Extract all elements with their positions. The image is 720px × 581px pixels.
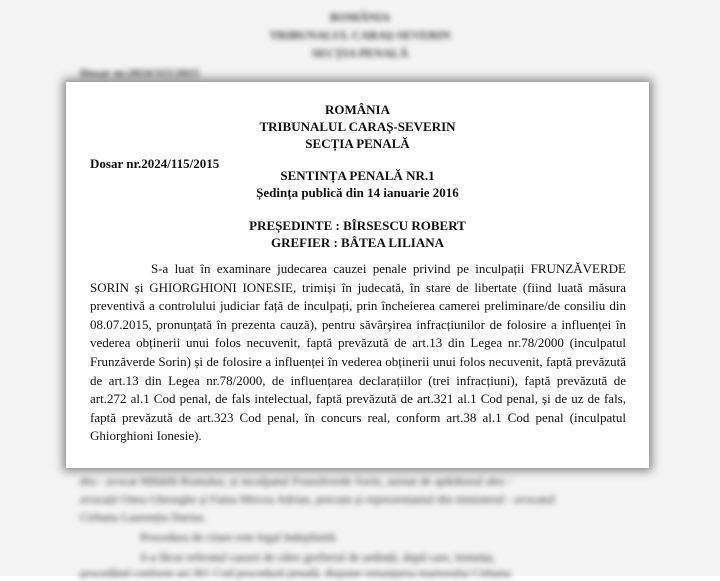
clerk-line: GREFIER : BÂTEA LILIANA [270,235,444,250]
bg-text-line: procedând conform art.361 Cod procedură penală, dispune renunțarea martorului Cirbanu [80,566,511,580]
bg-header-line: ROMÂNIA [330,10,390,24]
section-heading: SECȚIA PENALĂ [305,136,410,151]
bg-text-line: S-a făcut referatul cauzei de către grefierul de ședință, după care, instanța, [140,550,496,564]
sentence-title: SENTINȚA PENALĂ NR.1 [280,168,435,183]
president-line: PREȘEDINTE : BÎRSESCU ROBERT [249,218,466,233]
country-heading: ROMÂNIA [325,102,390,117]
session-date: Ședința publică din 14 ianuarie 2016 [256,185,459,200]
case-number: Dosar nr.2024/115/2015 [90,156,220,171]
bg-text-line: dru - avocat Mihăilă Romulus, și inculpatul Frunzăverde Sorin, asistat de apărătorul ales - [80,474,512,488]
bg-text-line: Procedura de citare este legal îndeplinită. [140,530,338,544]
bg-dosar: Dosar nr.2024/115/2015 [80,66,200,80]
bg-header-line: SECȚIA PENALĂ [311,46,409,60]
bg-text-line: avocații Onea Gheorghe și Faina Mircea Adrian, precum și reprezentantul din ministerul - avocatul [80,492,555,506]
case-paragraph: S-a luat în examinare judecarea cauzei penale privind pe inculpații FRUNZĂVERDE SORIN și GHIORGHIONI IONESIE, trimiși în judecată, în stare de libertate (fiind luată măsura preventivă a controlului judiciar față de inculpați, prin încheierea camerei preliminare/de consiliu din 08.07.2015, pronunțată în prezenta cauză), pentru săvârșirea infracțiunilor de folosire a influenței în vederea obținerii unui folos necuvenit, faptă prevăzută de art.13 din Legea nr.78/2000 (inculpatul Frunzăverde Sorin) și de folosire a influenței în vederea obținerii unui folos necuvenit, faptă prevăzută de art.13 din Legea nr.78/2000, de influențarea declarațiilor (trei infracțiuni), faptă prevăzută de art.272 al.1 Cod penal, de fals intelectual, faptă prevăzută de art.321 al.1 Cod penal, și de uz de fals, faptă prevăzută de art.323 Cod penal, în concurs real, conform art.38 al.1 Cod penal (inculpatul Ghiorghioni Ionesie). [90,261,626,444]
document-excerpt [66,82,649,468]
bg-text-line: Cirbanu Laurențiu Darius. [80,510,207,524]
bg-header-line: TRIBUNALUL CARAȘ-SEVERIN [269,28,451,42]
court-heading: TRIBUNALUL CARAȘ-SEVERIN [259,119,456,134]
